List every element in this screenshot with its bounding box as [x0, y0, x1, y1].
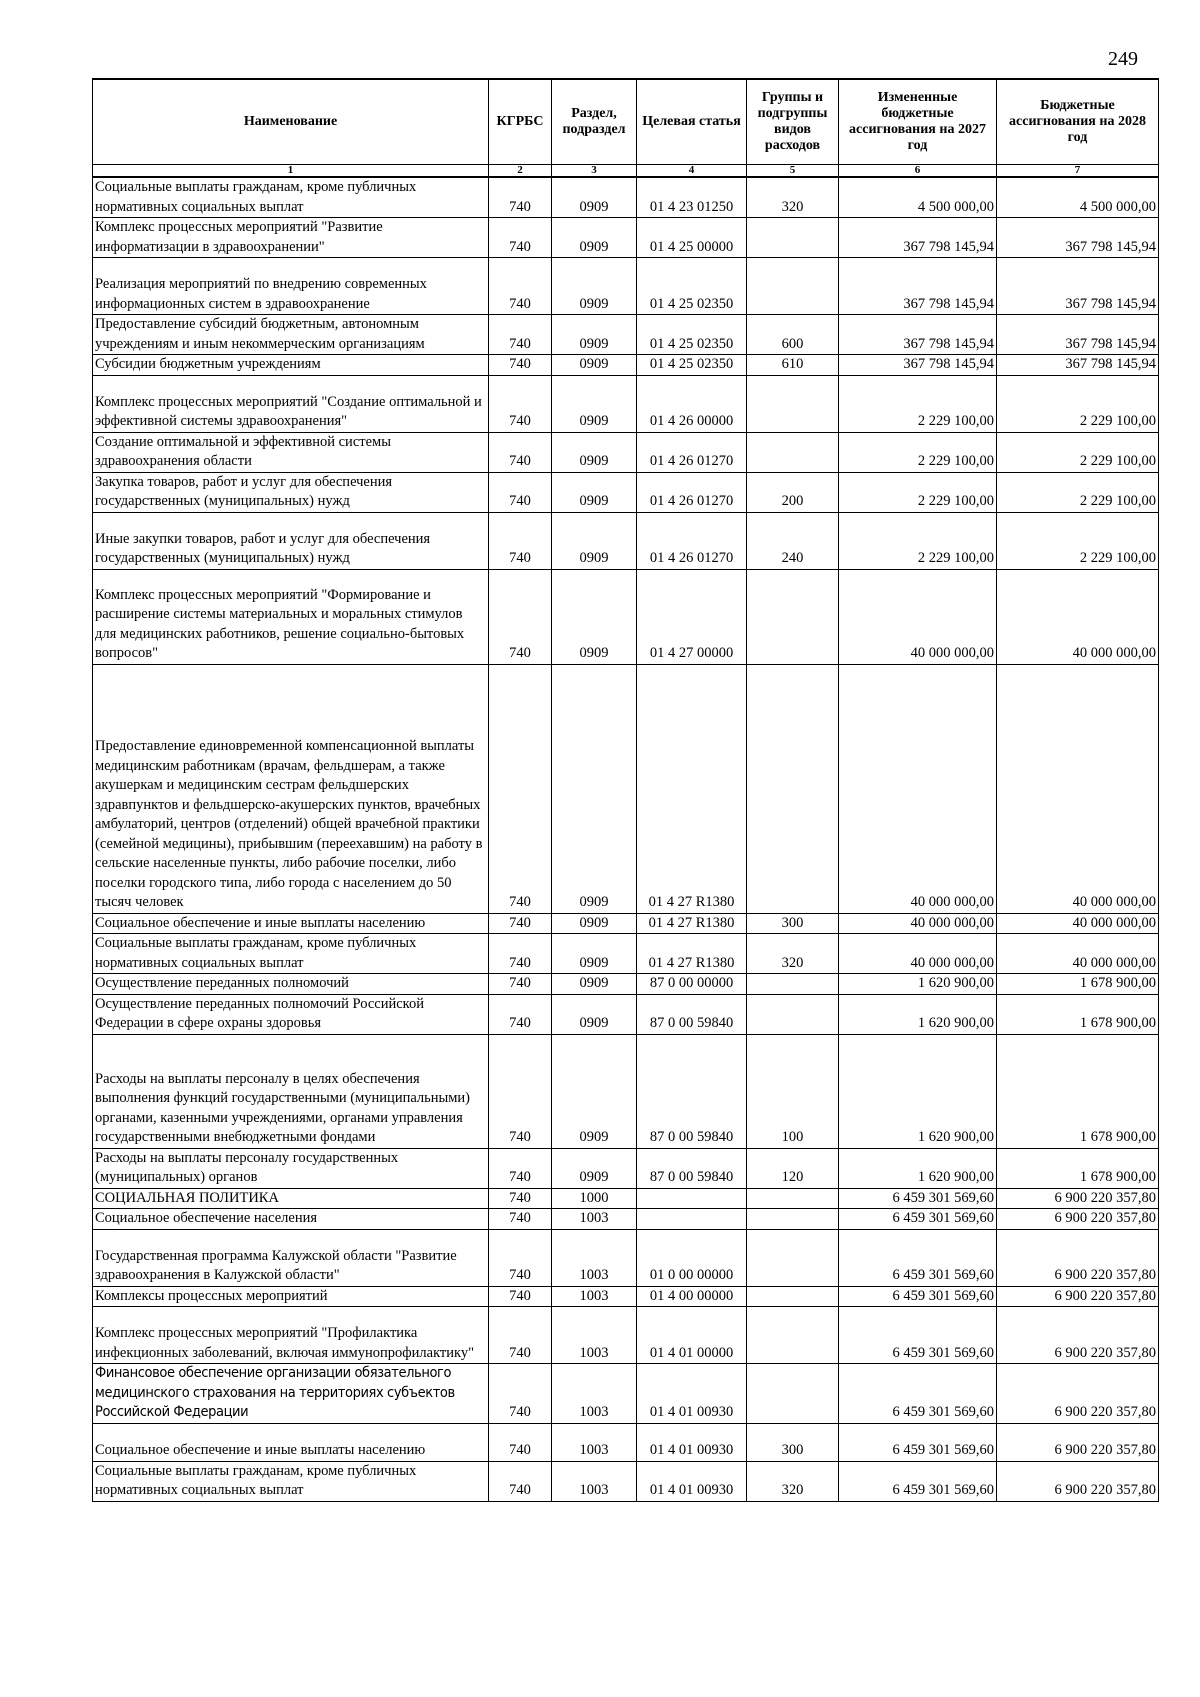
row-name: Иные закупки товаров, работ и услуг для обеспечения государственных (муниципальных) нужд: [93, 512, 489, 569]
row-group: 320: [747, 934, 839, 974]
row-target: [637, 1188, 747, 1209]
row-section: 0909: [552, 512, 637, 569]
row-group: [747, 432, 839, 472]
row-2027: 40 000 000,00: [839, 934, 997, 974]
table-row: [93, 315, 1159, 355]
row-group: [747, 1188, 839, 1209]
row-group: [747, 1307, 839, 1364]
row-section: 1003: [552, 1423, 637, 1461]
row-target: 01 4 01 00930: [637, 1423, 747, 1461]
row-kgrbs: 740: [489, 913, 552, 934]
table-row: [93, 569, 1159, 664]
row-kgrbs: 740: [489, 472, 552, 512]
row-2028: 1 678 900,00: [997, 1148, 1159, 1188]
column-number: 7: [997, 165, 1159, 178]
row-2027: 40 000 000,00: [839, 569, 997, 664]
row-section: 0909: [552, 218, 637, 258]
row-name: Государственная программа Калужской области "Развитие здравоохранения в Калужской области": [93, 1229, 489, 1286]
row-section: 1003: [552, 1461, 637, 1501]
row-kgrbs: 740: [489, 1364, 552, 1424]
column-number: 3: [552, 165, 637, 178]
table-row: [93, 1148, 1159, 1188]
row-target: 87 0 00 59840: [637, 1034, 747, 1148]
row-target: 01 0 00 00000: [637, 1229, 747, 1286]
row-group: [747, 375, 839, 432]
row-name: СОЦИАЛЬНАЯ ПОЛИТИКА: [93, 1188, 489, 1209]
row-2028: 2 229 100,00: [997, 472, 1159, 512]
row-target: 87 0 00 00000: [637, 974, 747, 995]
row-target: 01 4 01 00000: [637, 1307, 747, 1364]
row-kgrbs: 740: [489, 512, 552, 569]
row-group: 300: [747, 913, 839, 934]
row-2028: 40 000 000,00: [997, 934, 1159, 974]
row-2028: 40 000 000,00: [997, 913, 1159, 934]
row-name: Социальное обеспечение и иные выплаты населению: [93, 913, 489, 934]
row-name: Осуществление переданных полномочий Российской Федерации в сфере охраны здоровья: [93, 994, 489, 1034]
table-row: [93, 218, 1159, 258]
row-section: 0909: [552, 974, 637, 995]
row-target: 01 4 25 02350: [637, 315, 747, 355]
row-2027: 367 798 145,94: [839, 258, 997, 315]
row-target: 01 4 26 01270: [637, 512, 747, 569]
table-row: [93, 1209, 1159, 1230]
row-2028: 6 900 220 357,80: [997, 1229, 1159, 1286]
row-2027: 40 000 000,00: [839, 913, 997, 934]
row-group: [747, 1209, 839, 1230]
row-name: Комплекс процессных мероприятий "Создание оптимальной и эффективной системы здравоохранения": [93, 375, 489, 432]
row-2027: 2 229 100,00: [839, 375, 997, 432]
row-target: 01 4 25 00000: [637, 218, 747, 258]
row-group: 320: [747, 1461, 839, 1501]
row-group: 240: [747, 512, 839, 569]
row-name: Комплексы процессных мероприятий: [93, 1286, 489, 1307]
row-2028: 1 678 900,00: [997, 974, 1159, 995]
header-section: Раздел, подраздел: [552, 79, 637, 165]
row-name: Социальные выплаты гражданам, кроме публичных нормативных социальных выплат: [93, 1461, 489, 1501]
row-section: 1003: [552, 1307, 637, 1364]
table-row: [93, 1229, 1159, 1286]
row-kgrbs: 740: [489, 1188, 552, 1209]
row-section: 0909: [552, 315, 637, 355]
row-kgrbs: 740: [489, 1307, 552, 1364]
row-name: Социальные выплаты гражданам, кроме публичных нормативных социальных выплат: [93, 177, 489, 218]
row-2028: 2 229 100,00: [997, 375, 1159, 432]
row-section: 0909: [552, 375, 637, 432]
row-2028: 367 798 145,94: [997, 315, 1159, 355]
row-group: [747, 569, 839, 664]
table-row: [93, 1364, 1159, 1424]
table-row: [93, 1286, 1159, 1307]
row-section: 1000: [552, 1188, 637, 1209]
row-2028: 6 900 220 357,80: [997, 1364, 1159, 1424]
row-kgrbs: 740: [489, 1286, 552, 1307]
table-row: [93, 913, 1159, 934]
row-section: 0909: [552, 1148, 637, 1188]
row-2028: 6 900 220 357,80: [997, 1209, 1159, 1230]
row-name: Создание оптимальной и эффективной системы здравоохранения области: [93, 432, 489, 472]
row-kgrbs: 740: [489, 664, 552, 913]
table-row: [93, 994, 1159, 1034]
row-section: 0909: [552, 664, 637, 913]
row-section: 0909: [552, 472, 637, 512]
row-name: Осуществление переданных полномочий: [93, 974, 489, 995]
row-2027: 2 229 100,00: [839, 432, 997, 472]
row-2027: 6 459 301 569,60: [839, 1286, 997, 1307]
row-kgrbs: 740: [489, 569, 552, 664]
row-kgrbs: 740: [489, 934, 552, 974]
row-name: Закупка товаров, работ и услуг для обеспечения государственных (муниципальных) нужд: [93, 472, 489, 512]
row-2028: 4 500 000,00: [997, 177, 1159, 218]
row-kgrbs: 740: [489, 375, 552, 432]
column-number-row: [93, 165, 1159, 178]
column-number: 4: [637, 165, 747, 178]
row-target: 01 4 01 00930: [637, 1364, 747, 1424]
row-kgrbs: 740: [489, 1461, 552, 1501]
row-2027: 1 620 900,00: [839, 1148, 997, 1188]
row-target: 87 0 00 59840: [637, 994, 747, 1034]
row-target: 01 4 27 R1380: [637, 934, 747, 974]
row-2027: 367 798 145,94: [839, 355, 997, 376]
row-group: 100: [747, 1034, 839, 1148]
table-row: [93, 1423, 1159, 1461]
row-section: 1003: [552, 1364, 637, 1424]
table-row: [93, 432, 1159, 472]
row-section: 0909: [552, 432, 637, 472]
row-2028: 6 900 220 357,80: [997, 1423, 1159, 1461]
column-number: 2: [489, 165, 552, 178]
table-row: [93, 355, 1159, 376]
row-group: [747, 664, 839, 913]
row-group: 320: [747, 177, 839, 218]
header-row: [93, 79, 1159, 165]
row-2028: 367 798 145,94: [997, 258, 1159, 315]
row-2027: 6 459 301 569,60: [839, 1307, 997, 1364]
row-target: 01 4 27 00000: [637, 569, 747, 664]
row-2027: 367 798 145,94: [839, 218, 997, 258]
row-group: [747, 258, 839, 315]
row-kgrbs: 740: [489, 315, 552, 355]
column-number: 5: [747, 165, 839, 178]
table-row: [93, 1307, 1159, 1364]
row-2028: 2 229 100,00: [997, 512, 1159, 569]
row-name: Социальные выплаты гражданам, кроме публичных нормативных социальных выплат: [93, 934, 489, 974]
table-row: [93, 1034, 1159, 1148]
row-section: 0909: [552, 569, 637, 664]
row-section: 0909: [552, 934, 637, 974]
row-2027: 6 459 301 569,60: [839, 1461, 997, 1501]
row-2027: 1 620 900,00: [839, 994, 997, 1034]
header-name: Наименование: [93, 79, 489, 165]
table-row: [93, 934, 1159, 974]
row-target: 01 4 23 01250: [637, 177, 747, 218]
row-kgrbs: 740: [489, 1148, 552, 1188]
row-group: 600: [747, 315, 839, 355]
row-group: [747, 974, 839, 995]
row-group: [747, 218, 839, 258]
row-name: Предоставление субсидий бюджетным, автономным учреждениям и иным некоммерческим организациям: [93, 315, 489, 355]
row-name: Комплекс процессных мероприятий "Развитие информатизации в здравоохранении": [93, 218, 489, 258]
row-kgrbs: 740: [489, 1423, 552, 1461]
row-group: [747, 1229, 839, 1286]
row-kgrbs: 740: [489, 974, 552, 995]
row-kgrbs: 740: [489, 994, 552, 1034]
row-name: Социальное обеспечение населения: [93, 1209, 489, 1230]
row-group: 200: [747, 472, 839, 512]
row-target: 01 4 25 02350: [637, 355, 747, 376]
row-2027: 6 459 301 569,60: [839, 1364, 997, 1424]
row-section: 0909: [552, 1034, 637, 1148]
header-groups: Группы и подгруппы видов расходов: [747, 79, 839, 165]
header-kgrbs: КГРБС: [489, 79, 552, 165]
row-target: 01 4 26 00000: [637, 375, 747, 432]
row-section: 1003: [552, 1229, 637, 1286]
row-name: Предоставление единовременной компенсационной выплаты медицинским работникам (врачам, фельдшерам, а также акушеркам и медицинским сестрам фельдшерских здравпунктов и фельдшерско-акушерских пунктов, врачебных амбулаторий, центров (отделений) общей врачебной практики (семейной медицины), прибывшим (переехавшим) на работу в сельские населенные пункты, либо рабочие поселки, либо поселки городского типа, либо города с населением до 50 тысяч человек: [93, 664, 489, 913]
column-number: 6: [839, 165, 997, 178]
row-group: [747, 1286, 839, 1307]
row-2027: 6 459 301 569,60: [839, 1423, 997, 1461]
row-kgrbs: 740: [489, 1209, 552, 1230]
table-body: [93, 177, 1159, 1501]
row-group: [747, 994, 839, 1034]
row-name: Расходы на выплаты персоналу государственных (муниципальных) органов: [93, 1148, 489, 1188]
row-name: Социальное обеспечение и иные выплаты населению: [93, 1423, 489, 1461]
header-target: Целевая статья: [637, 79, 747, 165]
row-2028: 367 798 145,94: [997, 355, 1159, 376]
table-row: [93, 375, 1159, 432]
row-2028: 6 900 220 357,80: [997, 1307, 1159, 1364]
row-name: Реализация мероприятий по внедрению современных информационных систем в здравоохранение: [93, 258, 489, 315]
row-section: 0909: [552, 355, 637, 376]
row-2027: 6 459 301 569,60: [839, 1229, 997, 1286]
row-target: 01 4 27 R1380: [637, 913, 747, 934]
table-row: [93, 1188, 1159, 1209]
row-2028: 6 900 220 357,80: [997, 1286, 1159, 1307]
row-target: 01 4 25 02350: [637, 258, 747, 315]
header-2028: Бюджетные ассигнования на 2028 год: [997, 79, 1159, 165]
budget-table: [92, 78, 1159, 1502]
row-name: Расходы на выплаты персоналу в целях обеспечения выполнения функций государственными (муниципальными) органами, казенными учреждениями, органами управления государственными внебюджетными фондами: [93, 1034, 489, 1148]
row-target: 01 4 26 01270: [637, 432, 747, 472]
row-2027: 1 620 900,00: [839, 1034, 997, 1148]
header-2027: Измененные бюджетные ассигнования на 2027 год: [839, 79, 997, 165]
row-2028: 6 900 220 357,80: [997, 1188, 1159, 1209]
table-row: [93, 472, 1159, 512]
row-section: 0909: [552, 994, 637, 1034]
row-target: [637, 1209, 747, 1230]
row-section: 1003: [552, 1286, 637, 1307]
row-name: Комплекс процессных мероприятий "Профилактика инфекционных заболеваний, включая иммунопрофилактику": [93, 1307, 489, 1364]
table-row: [93, 177, 1159, 218]
row-2027: 6 459 301 569,60: [839, 1188, 997, 1209]
row-group: [747, 1364, 839, 1424]
row-2027: 6 459 301 569,60: [839, 1209, 997, 1230]
row-2028: 6 900 220 357,80: [997, 1461, 1159, 1501]
row-2027: 367 798 145,94: [839, 315, 997, 355]
row-kgrbs: 740: [489, 177, 552, 218]
row-group: 300: [747, 1423, 839, 1461]
row-target: 01 4 00 00000: [637, 1286, 747, 1307]
row-section: 0909: [552, 913, 637, 934]
page-number: 249: [1108, 48, 1138, 70]
row-target: 01 4 27 R1380: [637, 664, 747, 913]
row-group: 610: [747, 355, 839, 376]
row-2027: 2 229 100,00: [839, 472, 997, 512]
row-2027: 2 229 100,00: [839, 512, 997, 569]
table-row: [93, 1461, 1159, 1501]
row-2028: 40 000 000,00: [997, 664, 1159, 913]
table-row: [93, 258, 1159, 315]
row-kgrbs: 740: [489, 1034, 552, 1148]
row-2027: 4 500 000,00: [839, 177, 997, 218]
row-kgrbs: 740: [489, 432, 552, 472]
row-section: 0909: [552, 258, 637, 315]
row-kgrbs: 740: [489, 258, 552, 315]
row-target: 01 4 26 01270: [637, 472, 747, 512]
row-section: 1003: [552, 1209, 637, 1230]
table-row: [93, 974, 1159, 995]
column-number: 1: [93, 165, 489, 178]
row-kgrbs: 740: [489, 1229, 552, 1286]
table-row: [93, 664, 1159, 913]
row-kgrbs: 740: [489, 218, 552, 258]
row-name: Комплекс процессных мероприятий "Формирование и расширение системы материальных и моральных стимулов для медицинских работников, решение социально-бытовых вопросов": [93, 569, 489, 664]
row-2028: 2 229 100,00: [997, 432, 1159, 472]
row-2028: 1 678 900,00: [997, 994, 1159, 1034]
row-2027: 40 000 000,00: [839, 664, 997, 913]
row-target: 01 4 01 00930: [637, 1461, 747, 1501]
row-2028: 367 798 145,94: [997, 218, 1159, 258]
row-target: 87 0 00 59840: [637, 1148, 747, 1188]
row-section: 0909: [552, 177, 637, 218]
table-row: [93, 512, 1159, 569]
row-kgrbs: 740: [489, 355, 552, 376]
row-name: Субсидии бюджетным учреждениям: [93, 355, 489, 376]
row-name: Финансовое обеспечение организации обязательного медицинского страхования на территориях субъектов Российской Федерации: [93, 1364, 489, 1424]
row-2028: 1 678 900,00: [997, 1034, 1159, 1148]
row-2027: 1 620 900,00: [839, 974, 997, 995]
row-group: 120: [747, 1148, 839, 1188]
row-2028: 40 000 000,00: [997, 569, 1159, 664]
